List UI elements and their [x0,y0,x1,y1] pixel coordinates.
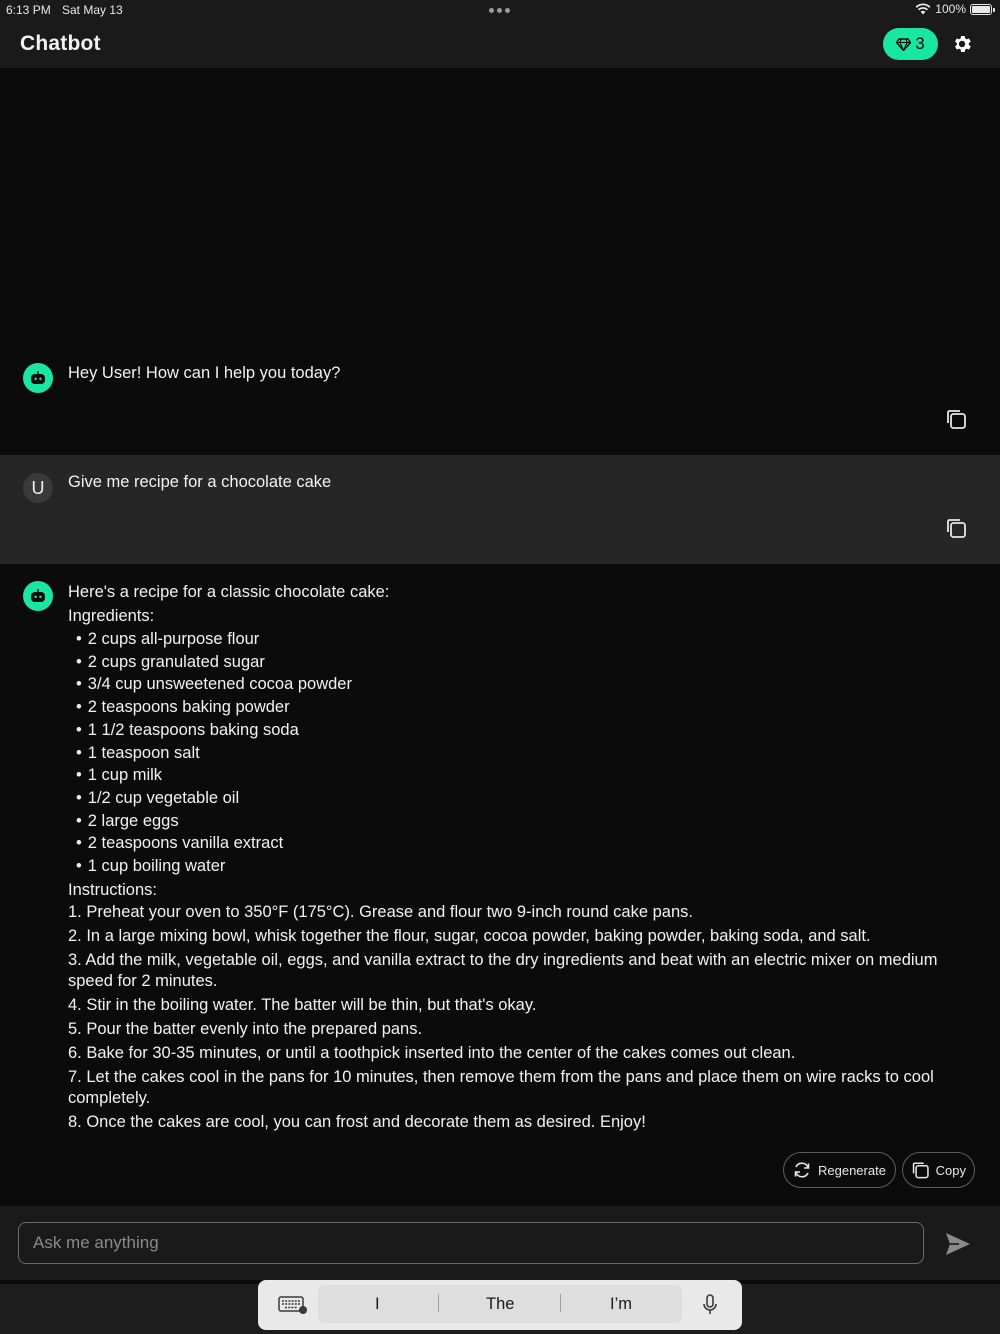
list-item: 1. Preheat your oven to 350°F (175°C). Grease and flour two 9-inch round cake pans. [68,902,693,921]
app-title: Chatbot [20,32,101,55]
keyboard-shortcut-bar [0,1284,1000,1334]
composer [0,1206,1000,1280]
gem-count: 3 [915,34,925,53]
copy-button[interactable] [902,1152,975,1188]
gem-icon [896,38,911,51]
user-message [0,455,1000,564]
list-item: 4. Stir in the boiling water. The batter will be thin, but that's okay. [68,995,537,1014]
instructions-list [68,902,980,1133]
bot-message-text: Hey User! How can I help you today? [68,364,341,382]
ingredients-list [68,628,980,878]
regenerate-label: Regenerate [818,1162,886,1178]
list-item: • 1/2 cup vegetable oil [76,787,980,810]
copy-icon[interactable] [945,408,967,430]
list-item: 3. Add the milk, vegetable oil, eggs, and vanilla extract to the dry ingredients and beat with an electric mixer on medium speed for 2 minutes. [68,950,938,990]
instructions-heading: Instructions: [68,880,157,899]
microphone-icon[interactable] [702,1294,718,1316]
bot-avatar-icon [23,363,53,393]
list-item: • 3/4 cup unsweetened cocoa powder [76,673,980,696]
keyboard-icon[interactable] [278,1295,308,1315]
bot-avatar-icon [23,581,53,611]
copy-label: Copy [935,1162,966,1178]
suggestion-item[interactable]: I [375,1295,380,1313]
bot-recipe-message [68,580,980,1136]
message-input[interactable] [18,1222,924,1264]
regenerate-button[interactable] [783,1152,896,1188]
list-item: • 1 cup milk [76,764,980,787]
app-header [0,20,1000,68]
list-item: 8. Once the cakes are cool, you can frost and decorate them as desired. Enjoy! [68,1112,646,1131]
suggestion-item[interactable]: The [486,1295,515,1313]
suggestion-divider [560,1294,561,1312]
list-item: 5. Pour the batter evenly into the prepared pans. [68,1019,423,1038]
regenerate-icon [792,1160,812,1180]
status-date: Sat May 13 [62,3,123,17]
list-item: 6. Bake for 30-35 minutes, or until a toothpick inserted into the center of the cakes comes out clean. [68,1043,796,1062]
list-item: • 1 cup boiling water [76,855,980,878]
list-item: • 2 large eggs [76,810,980,833]
battery-icon [970,4,992,15]
battery-percent: 100% [935,2,966,16]
list-item: • 2 teaspoons vanilla extract [76,832,980,855]
multitasking-dots[interactable] [489,8,510,13]
list-item: • 1 teaspoon salt [76,742,980,765]
send-icon[interactable] [944,1231,972,1257]
copy-icon [911,1160,930,1180]
list-item: • 2 cups all-purpose flour [76,628,980,651]
list-item: • 1 1/2 teaspoons baking soda [76,719,980,742]
status-time: 6:13 PM [6,3,51,17]
gem-credits-badge[interactable] [883,28,938,60]
list-item: 2. In a large mixing bowl, whisk together the flour, sugar, cocoa powder, baking powder, baking soda, and salt. [68,926,871,945]
user-avatar: U [23,473,53,503]
list-item: • 2 cups granulated sugar [76,651,980,674]
copy-icon[interactable] [945,517,967,539]
wifi-icon [915,3,931,15]
ingredients-heading: Ingredients: [68,607,155,625]
status-bar [0,0,1000,20]
gear-icon[interactable] [951,33,973,55]
user-message-text: Give me recipe for a chocolate cake [68,473,332,491]
list-item: 7. Let the cakes cool in the pans for 10 minutes, then remove them from the pans and place them on wire racks to cool completely. [68,1067,934,1107]
list-item: • 2 teaspoons baking powder [76,696,980,719]
recipe-intro: Here's a recipe for a classic chocolate cake: [68,583,390,601]
suggestion-divider [438,1294,439,1312]
predictive-text-strip [258,1280,742,1330]
bot-message [0,347,1000,455]
suggestion-item[interactable]: I’m [610,1295,632,1313]
